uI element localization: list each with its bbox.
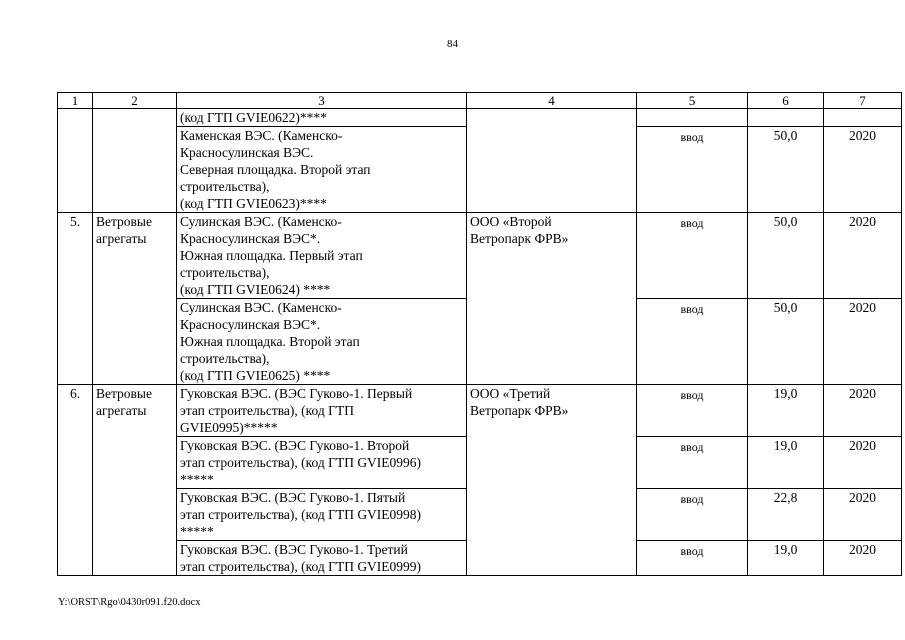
cell-line: Каменская ВЭС. (Каменско- bbox=[180, 128, 343, 143]
cell-line: (код ГТП GVIE0623)**** bbox=[180, 196, 327, 211]
footer-file-path: Y:\ORST\Rgo\0430r091.f20.docx bbox=[58, 597, 201, 608]
action-type: ввод bbox=[637, 385, 748, 437]
power-value: 50,0 bbox=[748, 127, 824, 213]
year-value: 2020 bbox=[824, 127, 902, 213]
object-description bbox=[177, 213, 467, 299]
cell-line: этап строительства), (код ГТП GVIE0998) bbox=[180, 507, 422, 522]
action-type: ввод bbox=[637, 299, 748, 385]
equipment-type bbox=[93, 385, 177, 576]
power-value bbox=[748, 109, 824, 127]
cell-line: строительства), bbox=[180, 265, 270, 280]
object-description bbox=[177, 541, 467, 576]
cell-line: этап строительства), (код ГТП bbox=[180, 403, 354, 418]
cell-line: строительства), bbox=[180, 179, 270, 194]
cell-line: (код ГТП GVIE0622)**** bbox=[180, 110, 327, 125]
cell-line: Северная площадка. Второй этап bbox=[180, 162, 371, 177]
table-row bbox=[58, 385, 902, 437]
action-type: ввод bbox=[637, 437, 748, 489]
cell-line: этап строительства), (код ГТП GVIE0999) bbox=[180, 559, 422, 574]
row-number: 5. bbox=[58, 213, 93, 385]
row-number: 6. bbox=[58, 385, 93, 576]
column-header: 3 bbox=[177, 93, 467, 109]
object-description bbox=[177, 109, 467, 127]
column-header: 1 bbox=[58, 93, 93, 109]
cell-line: ООО «Второй bbox=[470, 214, 552, 229]
owner-organization bbox=[467, 213, 637, 385]
table-row bbox=[58, 213, 902, 299]
object-description bbox=[177, 299, 467, 385]
table-row bbox=[58, 109, 902, 127]
column-header: 5 bbox=[637, 93, 748, 109]
power-value: 19,0 bbox=[748, 437, 824, 489]
cell-line: этап строительства), (код ГТП GVIE0996) bbox=[180, 455, 422, 470]
object-description bbox=[177, 437, 467, 489]
cell-line: агрегаты bbox=[96, 231, 147, 246]
cell-line: Ветровые bbox=[96, 386, 152, 401]
column-header: 6 bbox=[748, 93, 824, 109]
equipment-type bbox=[93, 213, 177, 385]
power-value: 19,0 bbox=[748, 541, 824, 576]
year-value: 2020 bbox=[824, 437, 902, 489]
cell-line: (код ГТП GVIE0624) **** bbox=[180, 282, 331, 297]
row-number bbox=[58, 109, 93, 213]
year-value: 2020 bbox=[824, 213, 902, 299]
cell-line: Красносулинская ВЭС*. bbox=[180, 231, 321, 246]
cell-line: Ветровые bbox=[96, 214, 152, 229]
action-type: ввод bbox=[637, 489, 748, 541]
cell-line: Красносулинская ВЭС*. bbox=[180, 317, 321, 332]
owner-organization bbox=[467, 109, 637, 213]
cell-line: Южная площадка. Второй этап bbox=[180, 334, 360, 349]
cell-line: Красносулинская ВЭС. bbox=[180, 145, 314, 160]
object-description bbox=[177, 489, 467, 541]
object-description bbox=[177, 127, 467, 213]
cell-line: ***** bbox=[180, 472, 214, 487]
action-type: ввод bbox=[637, 541, 748, 576]
cell-line: Гуковская ВЭС. (ВЭС Гуково-1. Первый bbox=[180, 386, 413, 401]
cell-line: Сулинская ВЭС. (Каменско- bbox=[180, 300, 342, 315]
cell-line: GVIE0995)***** bbox=[180, 420, 278, 435]
cell-line: Гуковская ВЭС. (ВЭС Гуково-1. Второй bbox=[180, 438, 410, 453]
year-value: 2020 bbox=[824, 299, 902, 385]
cell-line: ООО «Третий bbox=[470, 386, 551, 401]
power-value: 50,0 bbox=[748, 213, 824, 299]
power-value: 22,8 bbox=[748, 489, 824, 541]
data-table bbox=[57, 92, 902, 576]
cell-line: агрегаты bbox=[96, 403, 147, 418]
cell-line: Ветропарк ФРВ» bbox=[470, 231, 569, 246]
year-value: 2020 bbox=[824, 541, 902, 576]
column-header: 4 bbox=[467, 93, 637, 109]
cell-line: Гуковская ВЭС. (ВЭС Гуково-1. Пятый bbox=[180, 490, 406, 505]
cell-line: Сулинская ВЭС. (Каменско- bbox=[180, 214, 342, 229]
page-number: 84 bbox=[447, 38, 458, 50]
year-value: 2020 bbox=[824, 385, 902, 437]
power-value: 19,0 bbox=[748, 385, 824, 437]
year-value: 2020 bbox=[824, 489, 902, 541]
action-type: ввод bbox=[637, 127, 748, 213]
owner-organization bbox=[467, 385, 637, 576]
table-header-row bbox=[58, 93, 902, 109]
power-value: 50,0 bbox=[748, 299, 824, 385]
column-header: 7 bbox=[824, 93, 902, 109]
cell-line: строительства), bbox=[180, 351, 270, 366]
equipment-type bbox=[93, 109, 177, 213]
cell-line: ***** bbox=[180, 524, 214, 539]
cell-line: Ветропарк ФРВ» bbox=[470, 403, 569, 418]
action-type: ввод bbox=[637, 213, 748, 299]
action-type bbox=[637, 109, 748, 127]
column-header: 2 bbox=[93, 93, 177, 109]
cell-line: (код ГТП GVIE0625) **** bbox=[180, 368, 331, 383]
year-value bbox=[824, 109, 902, 127]
cell-line: Гуковская ВЭС. (ВЭС Гуково-1. Третий bbox=[180, 542, 408, 557]
cell-line: Южная площадка. Первый этап bbox=[180, 248, 363, 263]
object-description bbox=[177, 385, 467, 437]
